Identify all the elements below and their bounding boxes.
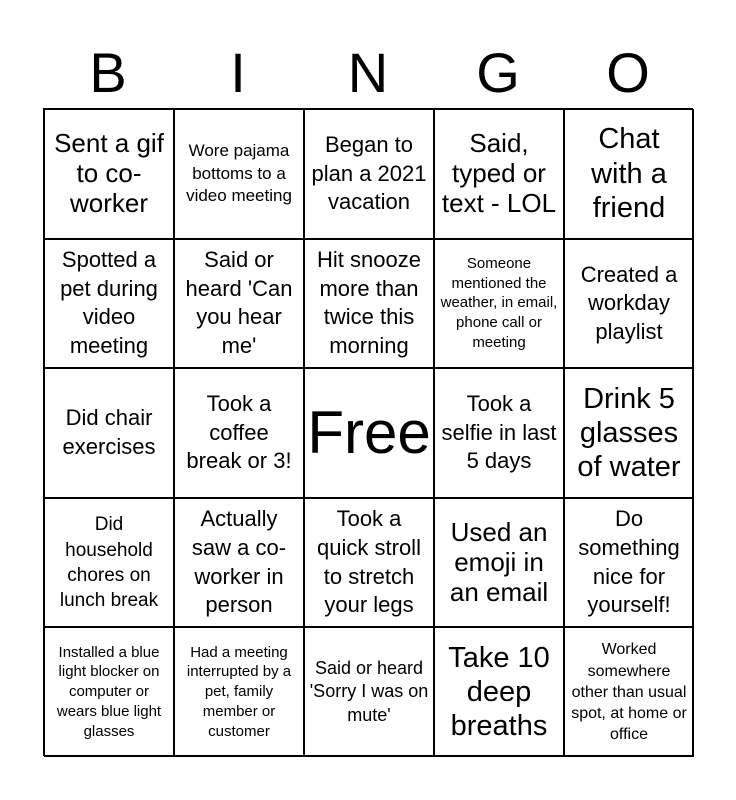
bingo-grid bbox=[43, 108, 693, 756]
bingo-cell[interactable]: Spotted a pet during video meeting bbox=[44, 239, 174, 369]
bingo-cell[interactable]: Worked somewhere other than usual spot, at home or office bbox=[564, 627, 694, 757]
bingo-cell[interactable]: Installed a blue light blocker on computer or wears blue light glasses bbox=[44, 627, 174, 757]
bingo-cell[interactable]: Someone mentioned the weather, in email, phone call or meeting bbox=[434, 239, 564, 369]
header-letter-o: O bbox=[606, 41, 650, 104]
bingo-cell[interactable]: Had a meeting interrupted by a pet, family member or customer bbox=[174, 627, 304, 757]
bingo-cell[interactable]: Said or heard 'Sorry I was on mute' bbox=[304, 627, 434, 757]
bingo-cell[interactable]: Wore pajama bottoms to a video meeting bbox=[174, 109, 304, 239]
bingo-cell[interactable]: Used an emoji in an email bbox=[434, 498, 564, 628]
bingo-cell[interactable]: Sent a gif to co-worker bbox=[44, 109, 174, 239]
header-letter-i: I bbox=[230, 41, 246, 104]
bingo-cell[interactable]: Said, typed or text - LOL bbox=[434, 109, 564, 239]
bingo-cell[interactable]: Do something nice for yourself! bbox=[564, 498, 694, 628]
bingo-cell[interactable]: Did chair exercises bbox=[44, 368, 174, 498]
free-space-cell[interactable]: Free bbox=[304, 368, 434, 498]
bingo-cell[interactable]: Said or heard 'Can you hear me' bbox=[174, 239, 304, 369]
bingo-cell[interactable]: Chat with a friend bbox=[564, 109, 694, 239]
bingo-cell[interactable]: Did household chores on lunch break bbox=[44, 498, 174, 628]
bingo-cell[interactable]: Created a workday playlist bbox=[564, 239, 694, 369]
bingo-cell[interactable]: Took a selfie in last 5 days bbox=[434, 368, 564, 498]
bingo-cell[interactable]: Drink 5 glasses of water bbox=[564, 368, 694, 498]
header-letter-n: N bbox=[347, 41, 389, 104]
bingo-cell[interactable]: Actually saw a co-worker in person bbox=[174, 498, 304, 628]
header-letter-b: B bbox=[89, 41, 127, 104]
bingo-cell[interactable]: Began to plan a 2021 vacation bbox=[304, 109, 434, 239]
bingo-cell[interactable]: Hit snooze more than twice this morning bbox=[304, 239, 434, 369]
header-letter-g: G bbox=[476, 41, 520, 104]
bingo-cell[interactable]: Took a quick stroll to stretch your legs bbox=[304, 498, 434, 628]
bingo-header bbox=[43, 40, 693, 106]
bingo-cell[interactable]: Took a coffee break or 3! bbox=[174, 368, 304, 498]
bingo-cell[interactable]: Take 10 deep breaths bbox=[434, 627, 564, 757]
